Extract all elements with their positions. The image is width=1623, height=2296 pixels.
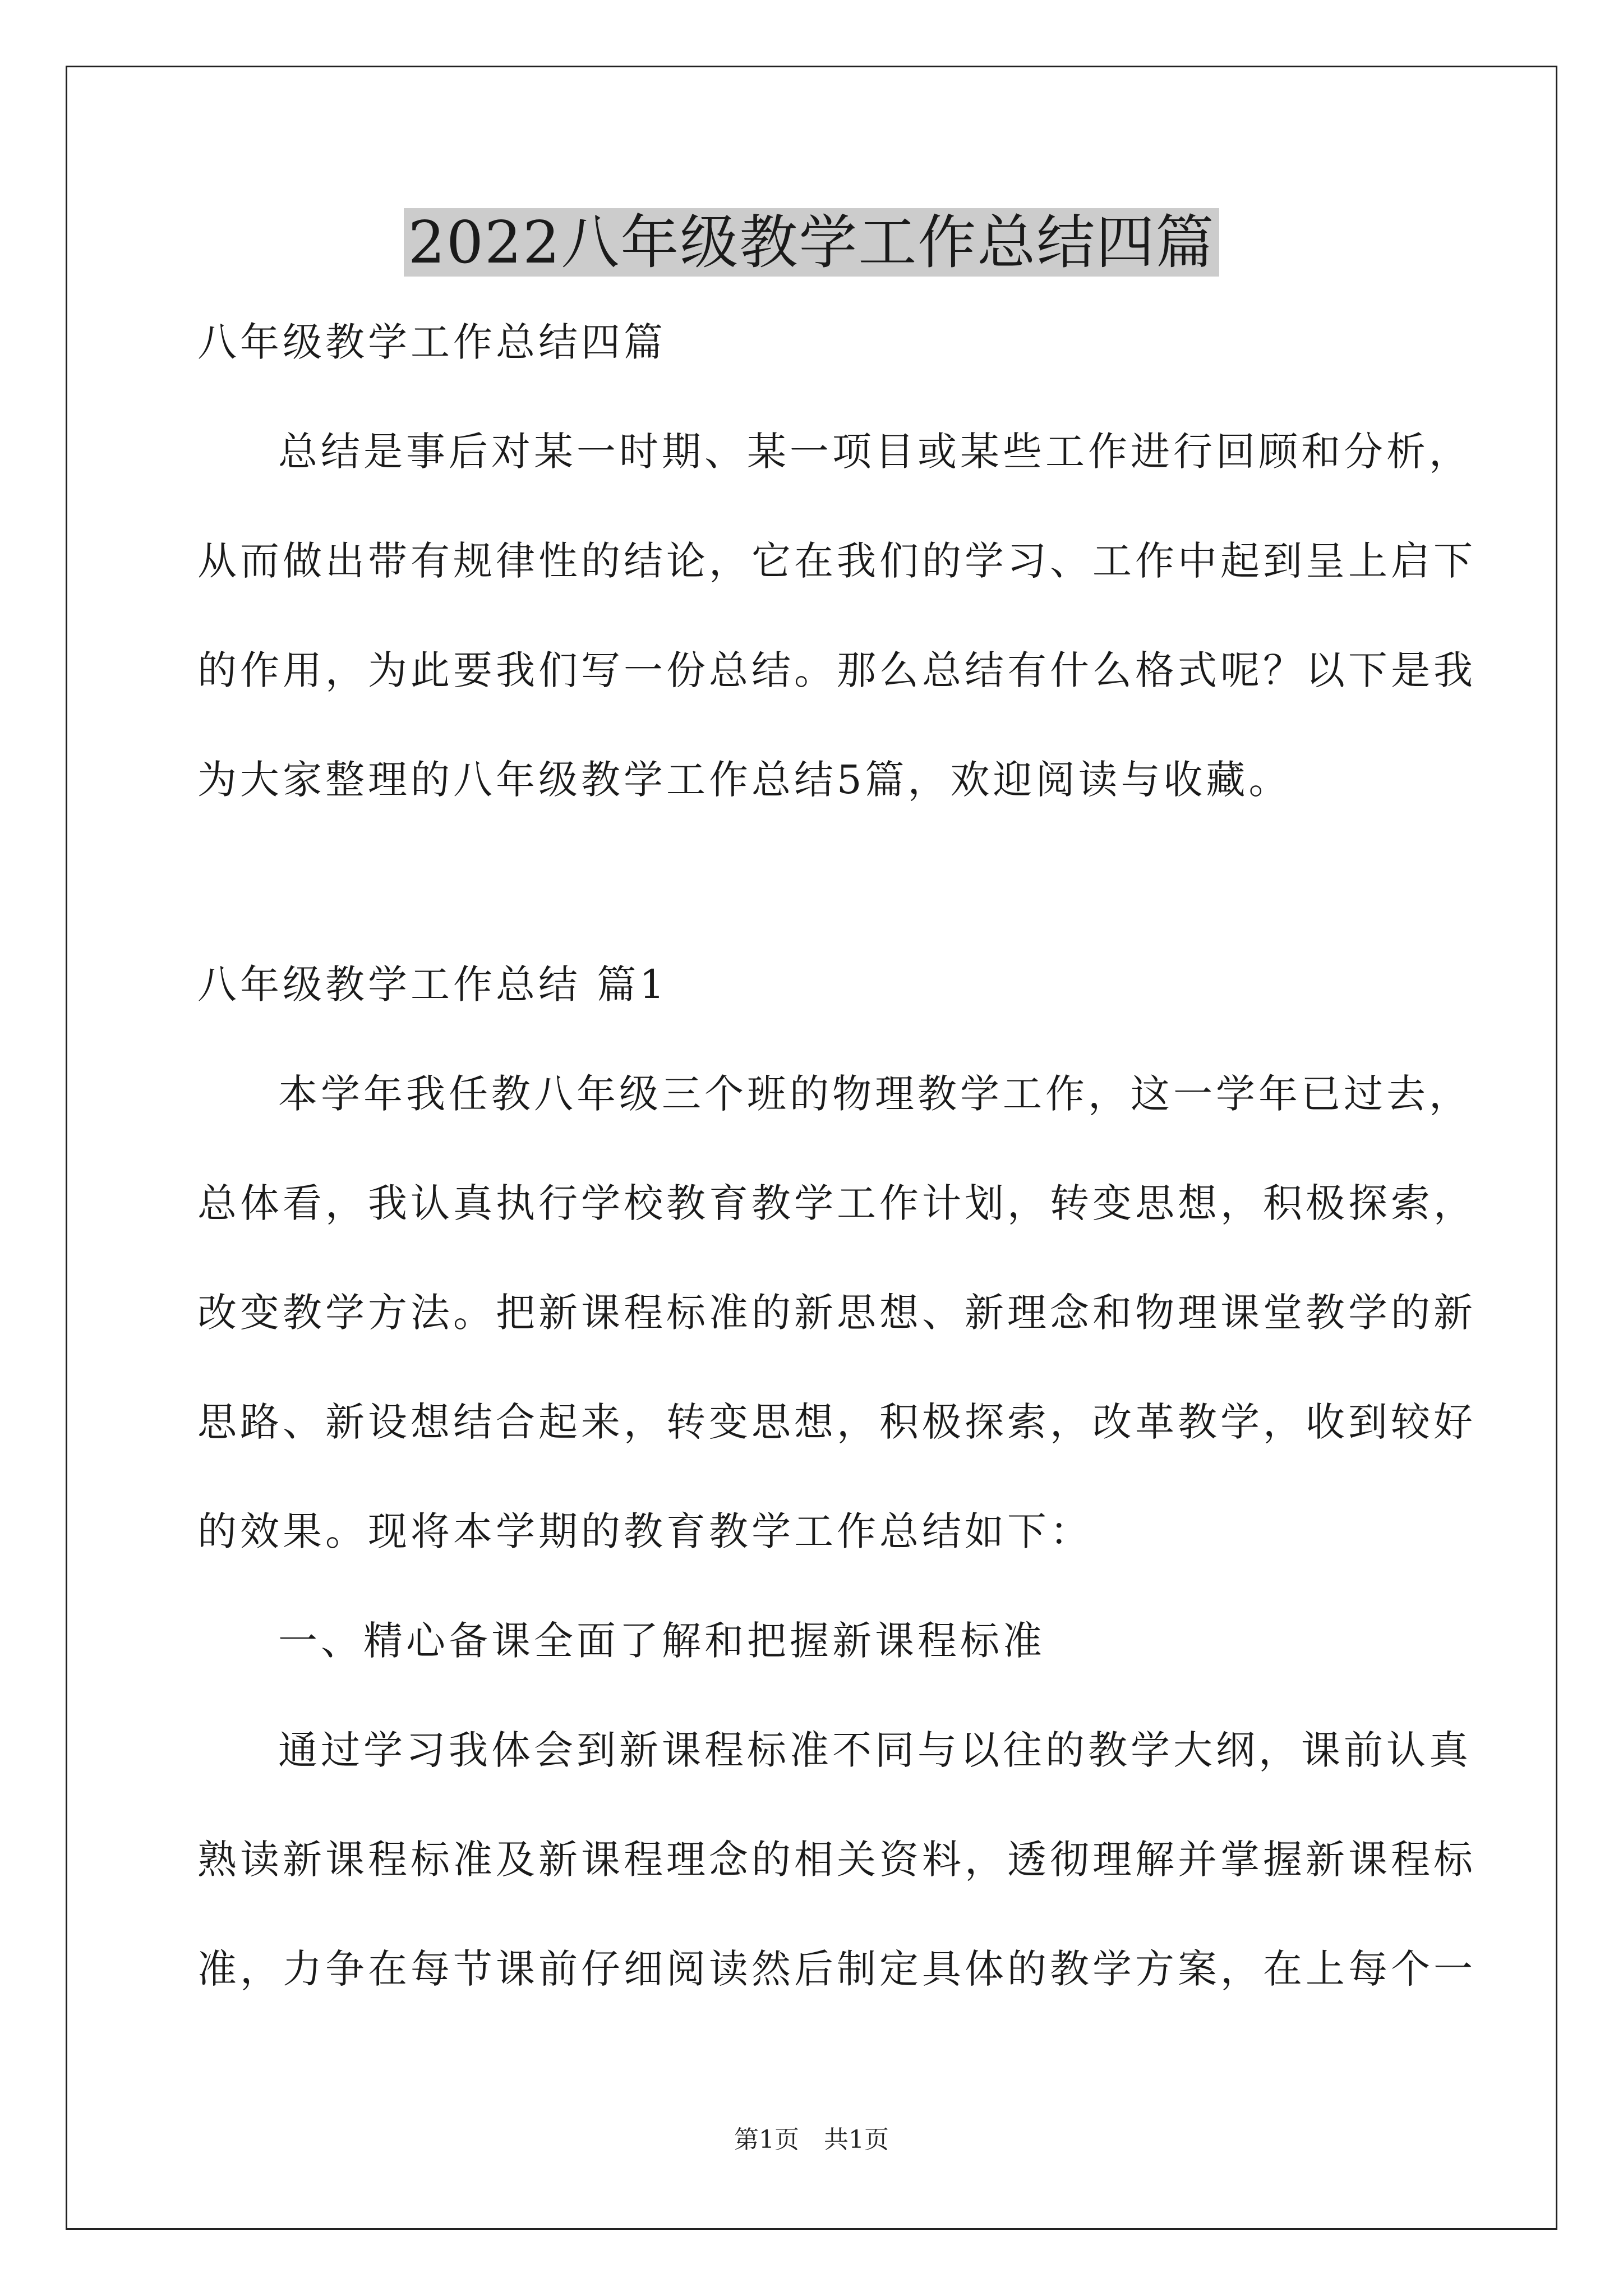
section-heading: 八年级教学工作总结 篇1 bbox=[197, 961, 668, 1007]
subtitle-line: 八年级教学工作总结四篇 bbox=[197, 319, 666, 365]
paragraph-line: 从而做出带有规律性的结论，它在我们的学习、工作中起到呈上启下 bbox=[197, 538, 1476, 584]
page-footer: 第1页 共1页 bbox=[734, 2125, 889, 2154]
paragraph-line: 本学年我任教八年级三个班的物理教学工作，这一学年已过去， bbox=[278, 1071, 1472, 1117]
paragraph-line: 的作用，为此要我们写一份总结。那么总结有什么格式呢？以下是我 bbox=[197, 647, 1476, 693]
page-border bbox=[66, 66, 1557, 2230]
paragraph-line: 思路、新设想结合起来，转变思想，积极探索，改革教学，收到较好 bbox=[197, 1399, 1476, 1445]
paragraph-line: 为大家整理的八年级教学工作总结5篇，欢迎阅读与收藏。 bbox=[197, 757, 1292, 803]
subsection-heading: 一、精心备课全面了解和把握新课程标准 bbox=[278, 1618, 1045, 1664]
paragraph-line: 改变教学方法。把新课程标准的新思想、新理念和物理课堂教学的新 bbox=[197, 1290, 1476, 1336]
document-title bbox=[0, 203, 1623, 282]
paragraph-line: 熟读新课程标准及新课程理念的相关资料，透彻理解并掌握新课程标 bbox=[197, 1837, 1476, 1883]
paragraph-line: 通过学习我体会到新课程标准不同与以往的教学大纲，课前认真 bbox=[278, 1727, 1472, 1773]
paragraph-line: 总结是事后对某一时期、某一项目或某些工作进行回顾和分析， bbox=[278, 429, 1472, 475]
document-title-text: 2022八年级教学工作总结四篇 bbox=[404, 208, 1220, 277]
paragraph-line: 准，力争在每节课前仔细阅读然后制定具体的教学方案，在上每个一 bbox=[197, 1946, 1476, 1992]
paragraph-line: 总体看，我认真执行学校教育教学工作计划，转变思想，积极探索， bbox=[197, 1180, 1476, 1226]
paragraph-line: 的效果。现将本学期的教育教学工作总结如下： bbox=[197, 1508, 1092, 1554]
